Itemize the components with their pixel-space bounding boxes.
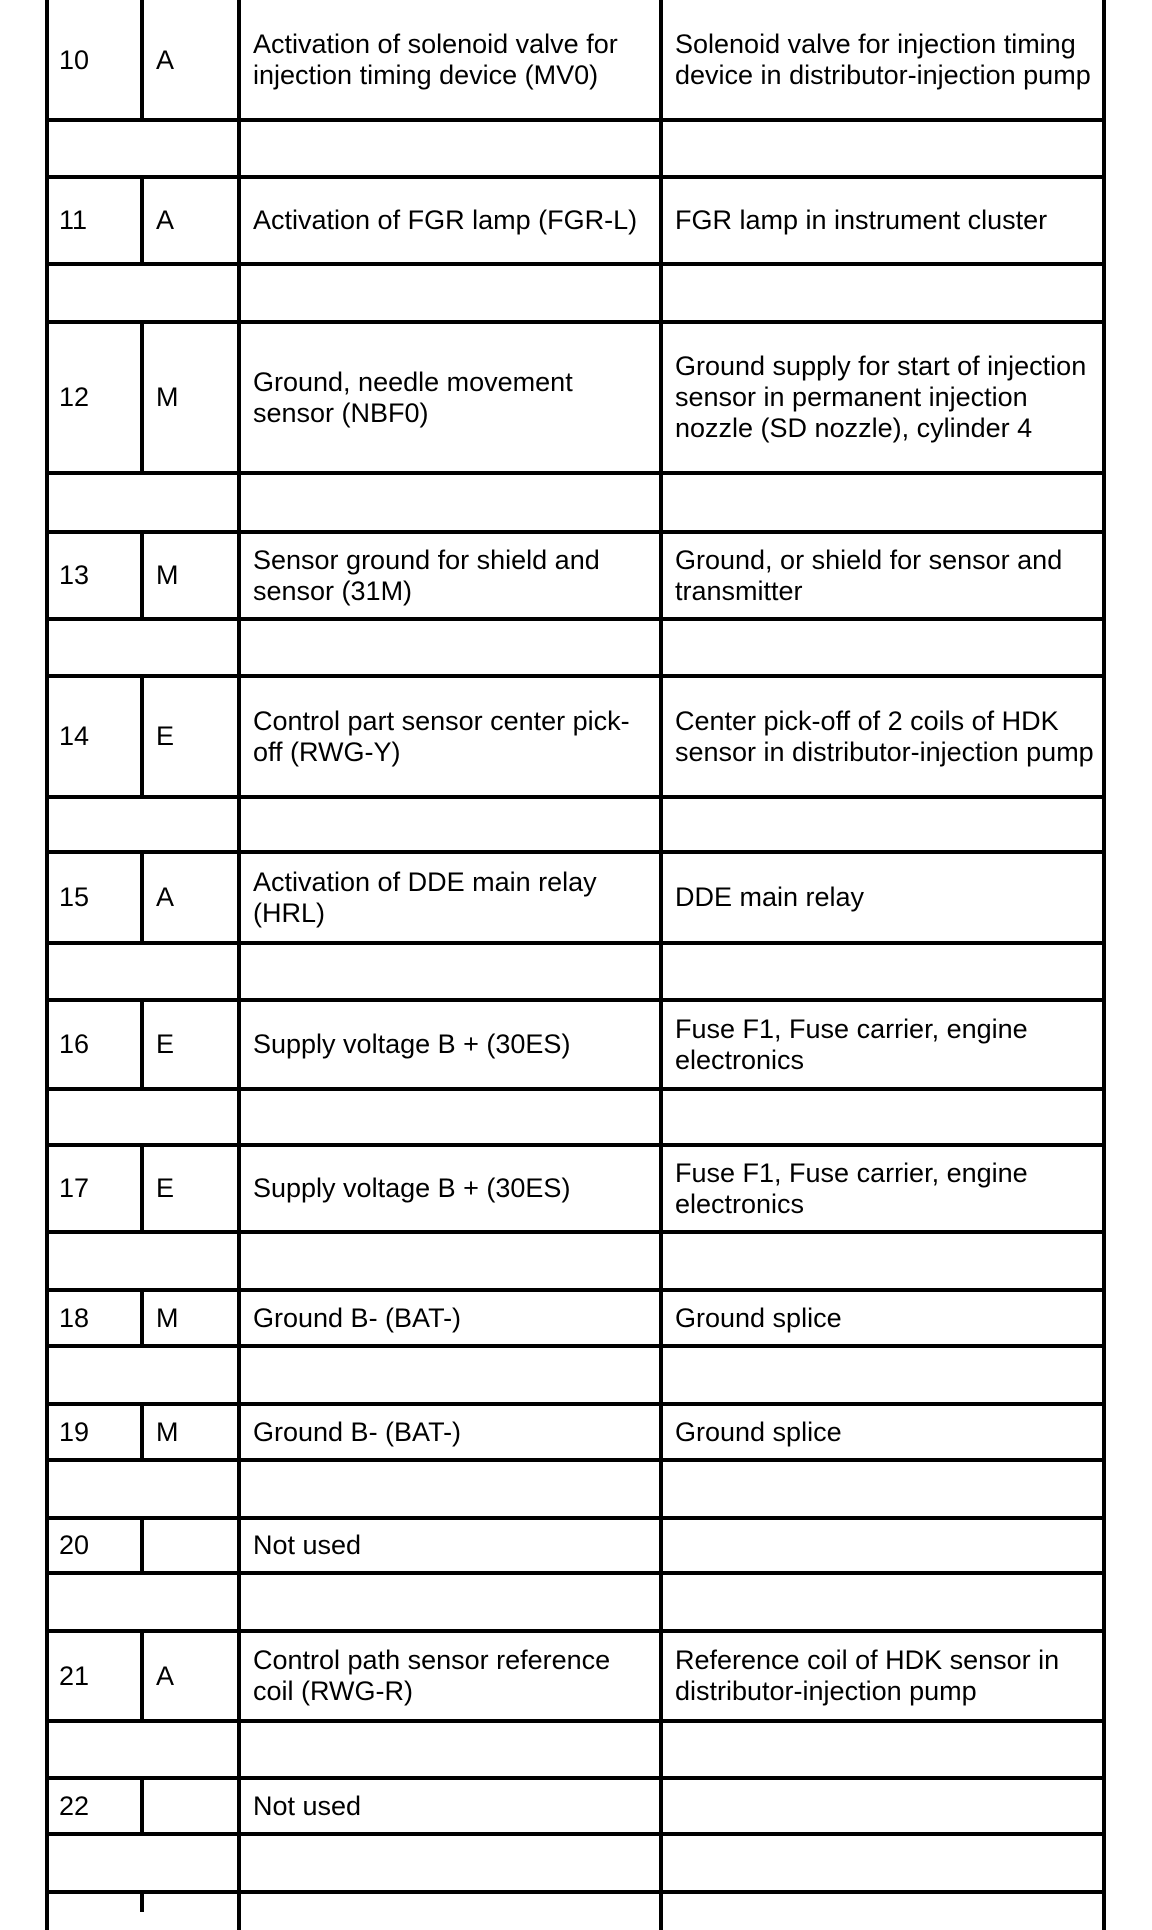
pin-number: [59, 1406, 136, 1458]
row-divider: [45, 1344, 1106, 1348]
pin-number: [59, 324, 136, 471]
pin-description: [253, 1002, 655, 1087]
pin-type: [156, 179, 233, 262]
pin-number-text: 10: [59, 44, 90, 75]
pin-location-text: Fuse F1, Fuse carrier, engine electronics: [675, 1157, 1028, 1219]
pin-description-text: Ground, needle movement sensor (NBF0): [253, 366, 573, 428]
column-rule: [140, 322, 144, 473]
column-rule: [140, 532, 144, 619]
pin-description-text: Control part sensor center pick-off (RWG-Y): [253, 705, 630, 767]
pin-location-text: Solenoid valve for injection timing device in distributor-injection pump: [675, 29, 1091, 90]
row-divider: [45, 1230, 1106, 1234]
pin-number: [59, 1147, 136, 1230]
column-rule: [237, 0, 241, 1930]
pin-location: [675, 324, 1098, 471]
column-rule: [45, 0, 49, 1930]
column-rule: [140, 1892, 144, 1912]
pin-location-text: Ground splice: [675, 1416, 842, 1447]
pin-type: [156, 1147, 233, 1230]
pin-location: [675, 678, 1098, 795]
row-divider: [45, 795, 1106, 799]
pin-location: [675, 1780, 1098, 1832]
column-rule: [1102, 0, 1106, 1930]
pin-number: [59, 534, 136, 617]
pin-type-text: E: [156, 1029, 175, 1059]
column-rule: [140, 1778, 144, 1834]
pin-location-text: Ground, or shield for sensor and transmitter: [675, 544, 1063, 606]
pin-number: [59, 678, 136, 795]
pin-number-text: 17: [59, 1173, 90, 1203]
pin-description: [253, 1292, 655, 1344]
row-divider: [45, 617, 1106, 621]
pin-description-text: Control path sensor reference coil (RWG-R): [253, 1645, 611, 1706]
pin-number: [59, 2, 136, 118]
pin-number-text: 12: [59, 382, 90, 412]
pin-description: [253, 678, 655, 795]
row-divider: [45, 1087, 1106, 1091]
pin-location: [675, 1633, 1098, 1719]
pin-number: [59, 1292, 136, 1344]
pin-location: [675, 1292, 1098, 1344]
pin-description: [253, 534, 655, 617]
row-divider: [45, 1890, 1106, 1894]
pin-description: [253, 1633, 655, 1719]
pin-description: [253, 324, 655, 471]
pin-location: [675, 2, 1098, 118]
pin-number-text: 18: [59, 1302, 90, 1333]
column-rule: [140, 1145, 144, 1232]
pin-location-text: Ground supply for start of injection sensor in permanent injection nozzle (SD nozzle), cylinder 4: [675, 351, 1087, 443]
pin-number-text: 20: [59, 1530, 90, 1560]
pin-type: [156, 678, 233, 795]
pin-number-text: 11: [59, 205, 88, 235]
pin-type-text: E: [156, 721, 175, 751]
pin-location: [675, 1147, 1098, 1230]
column-rule: [140, 1000, 144, 1089]
pin-type: [156, 1633, 233, 1719]
pin-type: [156, 1406, 233, 1458]
pin-type-text: A: [156, 44, 175, 75]
pin-number: [59, 179, 136, 262]
row-divider: [45, 118, 1106, 122]
pin-description-text: Activation of DDE main relay (HRL): [253, 866, 597, 928]
pin-description-text: Activation of solenoid valve for injection timing device (MV0): [253, 29, 618, 90]
pin-type: [156, 1520, 233, 1571]
column-rule: [140, 1518, 144, 1573]
row-divider: [45, 941, 1106, 945]
column-rule: [140, 852, 144, 943]
pin-type-text: A: [156, 882, 175, 912]
pin-location: [675, 1520, 1098, 1571]
column-rule: [140, 177, 144, 264]
pin-location-text: Ground splice: [675, 1302, 842, 1333]
column-rule: [140, 0, 144, 120]
pin-type: [156, 1292, 233, 1344]
pin-description-text: Not used: [253, 1790, 362, 1821]
pin-number: [59, 1002, 136, 1087]
pin-description: [253, 1406, 655, 1458]
pin-number-text: 22: [59, 1790, 90, 1821]
column-rule: [140, 676, 144, 797]
pin-number-text: 13: [59, 560, 90, 590]
pin-location: [675, 854, 1098, 941]
pin-type: [156, 854, 233, 941]
pin-description-text: Sensor ground for shield and sensor (31M): [253, 544, 600, 606]
pin-location: [675, 1002, 1098, 1087]
pin-location-text: Reference coil of HDK sensor in distributor-injection pump: [675, 1645, 1060, 1706]
pin-number: [59, 1780, 136, 1832]
column-rule: [140, 1631, 144, 1721]
pin-description: [253, 1147, 655, 1230]
pin-location-text: FGR lamp in instrument cluster: [675, 205, 1048, 235]
column-rule: [140, 1404, 144, 1460]
pin-description: [253, 854, 655, 941]
pin-type: [156, 1002, 233, 1087]
pin-type-text: M: [156, 560, 179, 590]
pin-type: [156, 2, 233, 118]
pin-type-text: A: [156, 1660, 175, 1691]
pin-description-text: Ground B- (BAT-): [253, 1416, 462, 1447]
pin-description: [253, 2, 655, 118]
pin-description-text: Ground B- (BAT-): [253, 1302, 462, 1333]
pin-number: [59, 1633, 136, 1719]
pin-description-text: Not used: [253, 1530, 362, 1560]
pin-type-text: M: [156, 1416, 179, 1447]
pin-description: [253, 1520, 655, 1571]
pin-description: [253, 1780, 655, 1832]
pin-location: [675, 1406, 1098, 1458]
pin-number-text: 16: [59, 1029, 90, 1059]
pin-type: [156, 534, 233, 617]
pin-description: [253, 179, 655, 262]
pin-location-text: DDE main relay: [675, 882, 865, 912]
pin-type-text: M: [156, 382, 179, 412]
pin-type: [156, 1780, 233, 1832]
row-divider: [45, 1458, 1106, 1462]
row-divider: [45, 471, 1106, 475]
pin-number-text: 14: [59, 721, 90, 751]
pin-number: [59, 1520, 136, 1571]
pin-number-text: 21: [59, 1660, 90, 1691]
column-rule: [140, 1290, 144, 1346]
pin-number: [59, 854, 136, 941]
pin-location: [675, 179, 1098, 262]
pin-location-text: Fuse F1, Fuse carrier, engine electronics: [675, 1013, 1028, 1075]
row-divider: [45, 262, 1106, 266]
row-divider: [45, 1832, 1106, 1836]
row-divider: [45, 1571, 1106, 1575]
pin-description-text: Activation of FGR lamp (FGR-L): [253, 205, 638, 235]
pin-type-text: M: [156, 1302, 179, 1333]
row-divider: [45, 1719, 1106, 1723]
pin-number-text: 19: [59, 1416, 90, 1447]
pin-description-text: Supply voltage B + (30ES): [253, 1029, 571, 1059]
pin-type: [156, 324, 233, 471]
pin-number-text: 15: [59, 882, 90, 912]
pin-type-text: E: [156, 1173, 175, 1203]
pin-location-text: Center pick-off of 2 coils of HDK sensor in distributor-injection pump: [675, 705, 1094, 767]
column-rule: [659, 0, 663, 1930]
pin-description-text: Supply voltage B + (30ES): [253, 1173, 571, 1203]
pin-location: [675, 534, 1098, 617]
pin-type-text: A: [156, 205, 175, 235]
